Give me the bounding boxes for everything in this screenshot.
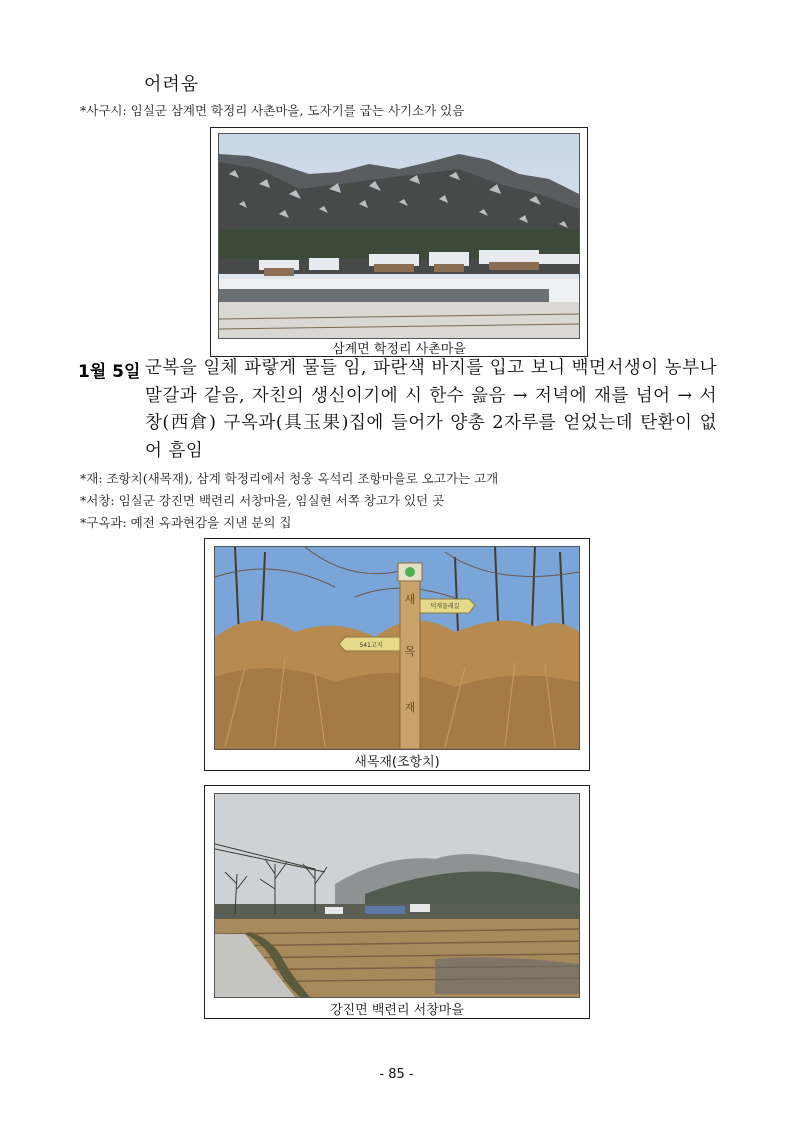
footnote-sagusi: *사구시: 임실군 삼계면 학정리 사촌마을, 도자기를 굽는 사기소가 있음 [80,103,465,118]
continuation-text: 어려움 [144,74,200,95]
sign-left: 541고지 [359,642,383,649]
photo-snowy-village [218,133,580,339]
figure-saemokjae [204,538,590,771]
footnote-seochang: *서창: 임실군 강진면 백련리 서창마을, 임실현 서쪽 창고가 있던 곳 [80,493,445,508]
photo-paddy-fields [214,793,580,998]
page-number: - 85 - [379,1067,414,1082]
post-char-2: 목 [404,645,416,658]
figure-caption: 강진면 백련리 서창마을 [330,1003,464,1018]
footnote-guokgwa: *구옥과: 예전 옥과현감을 지낸 분의 집 [80,515,292,530]
figure-caption: 새목재(조항치) [354,755,440,770]
figure-caption: 삼계면 학정리 사촌마을 [332,342,466,357]
post-char-3: 재 [404,701,416,714]
figure-samgye-village [210,127,588,357]
sign-right: 덕재둘레길 [430,603,460,610]
entry-text: 군복을 일체 파랗게 물들 임, 파란색 바지를 입고 보니 백면서생이 농부나 말갈과 같음, 자친의 생신이기에 시 한수 읊음 → 저녁에 재를 넘어 → 서창(西倉) 구옥과(具玉果)집에 들어가 양총 2자루를 얻었는데 탄환이 없어 흠임 [145,358,717,461]
photo-signpost [214,546,580,750]
figure-seochang-village [204,785,590,1019]
footnote-jae: *재: 조항치(새목재), 삼계 학정리에서 청웅 옥석리 조항마을로 오고가는 고개 [80,471,499,486]
entry-date: 1월 5일 [78,362,141,382]
post-char-1: 새 [404,593,416,606]
